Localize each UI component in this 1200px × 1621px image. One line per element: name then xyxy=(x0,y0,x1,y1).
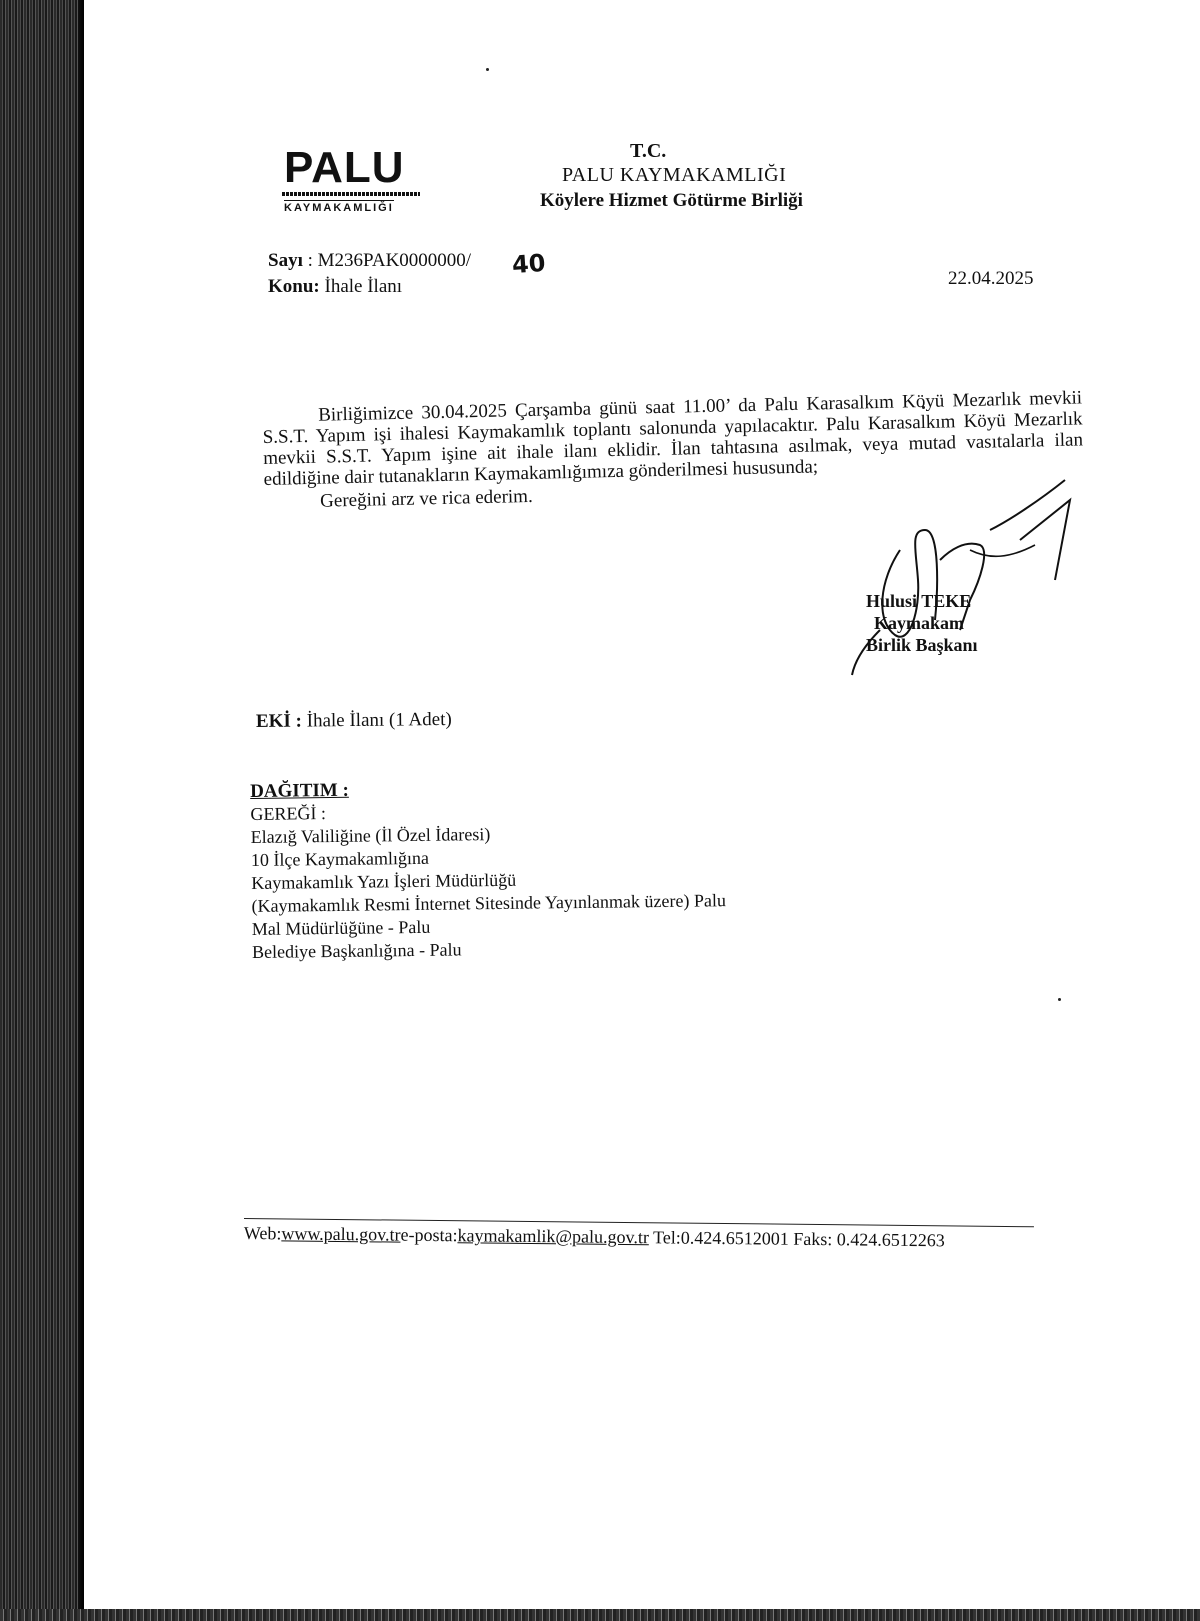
handwritten-signature xyxy=(840,470,1080,690)
document-date: 22.04.2025 xyxy=(948,268,1034,289)
header-unit: Köylere Hizmet Götürme Birliği xyxy=(540,190,803,211)
header-institution: PALU KAYMAKAMLIĞI xyxy=(562,164,787,186)
attachment-label: EKİ : xyxy=(255,710,303,733)
footer-fax: Faks: 0.424.6512263 xyxy=(793,1228,945,1251)
signatory-title: Kaymakam xyxy=(874,613,964,633)
distribution-item: Mal Müdürlüğüne - Palu xyxy=(251,916,431,939)
distribution-item: Elazığ Valiliğine (İl Özel İdaresi) xyxy=(250,824,491,847)
header-tc: T.C. xyxy=(630,140,667,162)
konu-label: Konu: xyxy=(268,276,320,297)
distribution-item: (Kaymakamlık Resmi İnternet Sitesinde Yayınlanmak üzere) Palu xyxy=(251,890,727,916)
distribution-title: DAĞITIM : xyxy=(250,779,349,802)
konu-value: İhale İlanı xyxy=(324,276,403,297)
footer-web-link[interactable]: www.palu.gov.tr xyxy=(281,1223,401,1245)
distribution-item: Kaymakamlık Yazı İşleri Müdürlüğü xyxy=(251,869,517,893)
footer-contact xyxy=(244,1218,1034,1252)
body-closing: Gereğini arz ve rica ederim. xyxy=(319,485,533,512)
attachment-line xyxy=(256,709,452,733)
distribution-item: GEREĞİ : xyxy=(250,803,327,824)
palu-logo xyxy=(284,143,434,216)
footer-tel: Tel:0.424.6512001 xyxy=(652,1227,789,1249)
logo-word: PALU xyxy=(284,143,405,192)
logo-subtitle: KAYMAKAMLIĞI xyxy=(284,202,394,214)
handwritten-number: 40 xyxy=(511,248,547,280)
distribution-item: 10 İlçe Kaymakamlığına xyxy=(250,847,430,870)
sayi-value: : M236PAK0000000/ xyxy=(307,250,472,271)
footer-email-label: e-posta: xyxy=(400,1224,458,1246)
footer-web-label: Web: xyxy=(243,1222,282,1244)
document-subject xyxy=(268,276,402,298)
logo-rule xyxy=(282,192,420,196)
footer-email-link[interactable]: kaymakamlik@palu.gov.tr xyxy=(457,1225,649,1248)
scan-speck xyxy=(1058,998,1061,1001)
sayi-label: Sayı xyxy=(268,250,303,271)
distribution-item: Belediye Başkanlığına - Palu xyxy=(251,939,462,962)
attachment-value: İhale İlanı (1 Adet) xyxy=(306,708,452,732)
signatory-role: Birlik Başkanı xyxy=(866,635,978,655)
scan-speck xyxy=(486,68,489,71)
signatory-name: Hulusi TEKE xyxy=(866,591,972,611)
signature-block xyxy=(866,590,978,656)
body-paragraph: Birliğimizce 30.04.2025 Çarşamba günü saat 11.00’ da Palu Karasalkım Köyü Mezarlık mevkii S.S.T. Yapım işi ihalesi Kaymakamlık toplantı salonunda yapılacaktır. Palu Karasalkım Köyü Mezarlık mevkii S.S.T. Yapım işine ait ihale ilanı eklidir. İlan tahtasına asılmak, veya mutad vasıtalarla ilan edildiğine dair tutanakların Kaymakamlığımıza gönderilmesi hususunda; xyxy=(262,387,1084,490)
distribution-list xyxy=(250,774,727,964)
document-number xyxy=(268,250,471,272)
